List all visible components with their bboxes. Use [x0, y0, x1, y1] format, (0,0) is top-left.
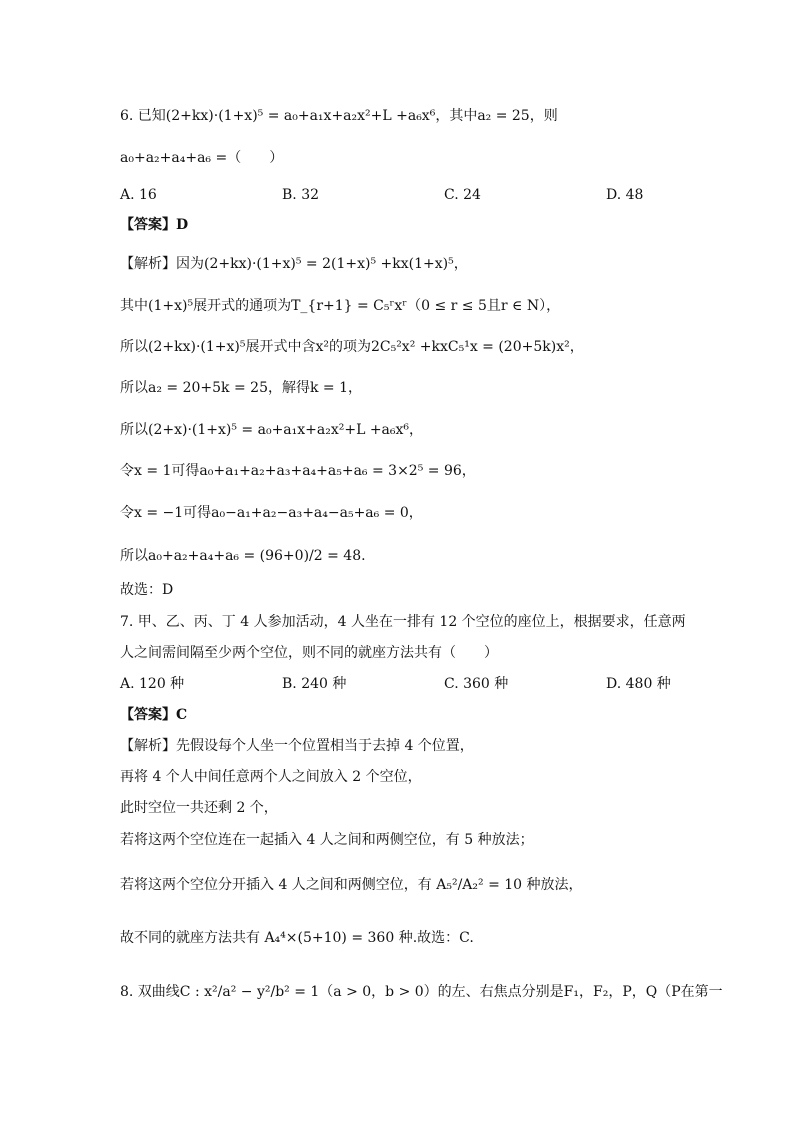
q7-stem: 7. 甲、乙、丙、丁 4 人参加活动，4 人坐在一排有 12 个空位的座位上，根据要求，任意两 [120, 614, 686, 630]
q6-stem-cont: a₀+a₂+a₄+a₆ =（ ） [120, 150, 284, 166]
q6-answer: 【答案】D [120, 217, 189, 233]
q6-analysis-line: 所以a₂ = 20+5k = 25，解得k = 1， [120, 380, 362, 396]
q7-stem-cont: 人之间需间隔至少两个空位，则不同的就座方法共有（ ） [120, 645, 498, 661]
q7-analysis-line: 若将这两个空位连在一起插入 4 人之间和两侧空位，有 5 种放法； [120, 832, 534, 848]
q7-answer: 【答案】C [120, 707, 188, 723]
q7-option-d: D. 480 种 [606, 676, 671, 692]
q6-analysis-line: 所以a₀+a₂+a₄+a₆ = (96+0)/2 = 48. [120, 548, 366, 564]
q6-stem: 6. 已知(2+kx)·(1+x)⁵ = a₀+a₁x+a₂x²+L +a₆x⁶，其中a₂ = 25，则 [120, 108, 558, 124]
q7-analysis-line: 若将这两个空位分开插入 4 人之间和两侧空位，有 A₅²/A₂² = 10 种放法， [120, 877, 583, 893]
q6-analysis-line: 其中(1+x)⁵展开式的通项为T_{r+1} = C₅ʳxʳ（0 ≤ r ≤ 5且r ∈ N）， [120, 298, 561, 314]
q6-analysis-line: 【解析】因为(2+kx)·(1+x)⁵ = 2(1+x)⁵ +kx(1+x)⁵， [120, 256, 468, 272]
q6-option-a: A. 16 [120, 187, 157, 203]
q6-analysis-line: 故选：D [120, 582, 174, 598]
q7-analysis-line: 此时空位一共还剩 2 个， [120, 800, 278, 816]
q6-option-d: D. 48 [606, 187, 644, 203]
q6-option-b: B. 32 [282, 187, 320, 203]
q6-analysis-line: 所以(2+kx)·(1+x)⁵展开式中含x²的项为2C₅²x² +kxC₅¹x = (20+5k)x²， [120, 339, 584, 355]
q7-analysis-line: 故不同的就座方法共有 A₄⁴×(5+10) = 360 种.故选：C. [120, 930, 474, 946]
q7-analysis-line: 再将 4 个人中间任意两个人之间放入 2 个空位， [120, 769, 422, 785]
q7-option-b: B. 240 种 [282, 676, 347, 692]
q7-option-c: C. 360 种 [444, 676, 509, 692]
q6-analysis-line: 令x = 1可得a₀+a₁+a₂+a₃+a₄+a₅+a₆ = 3×2⁵ = 96， [120, 463, 476, 479]
q6-option-c: C. 24 [444, 187, 481, 203]
q8-stem: 8. 双曲线C : x²/a² − y²/b² = 1（a > 0，b > 0）的左、右焦点分别是F₁，F₂，P，Q（P在第一 [120, 984, 723, 1000]
q7-analysis-line: 【解析】先假设每个人坐一个位置相当于去掉 4 个位置， [120, 738, 474, 754]
q6-analysis-line: 所以(2+x)·(1+x)⁵ = a₀+a₁x+a₂x²+L +a₆x⁶， [120, 422, 424, 438]
q7-option-a: A. 120 种 [120, 676, 185, 692]
q6-analysis-line: 令x = −1可得a₀−a₁+a₂−a₃+a₄−a₅+a₆ = 0， [120, 505, 423, 521]
